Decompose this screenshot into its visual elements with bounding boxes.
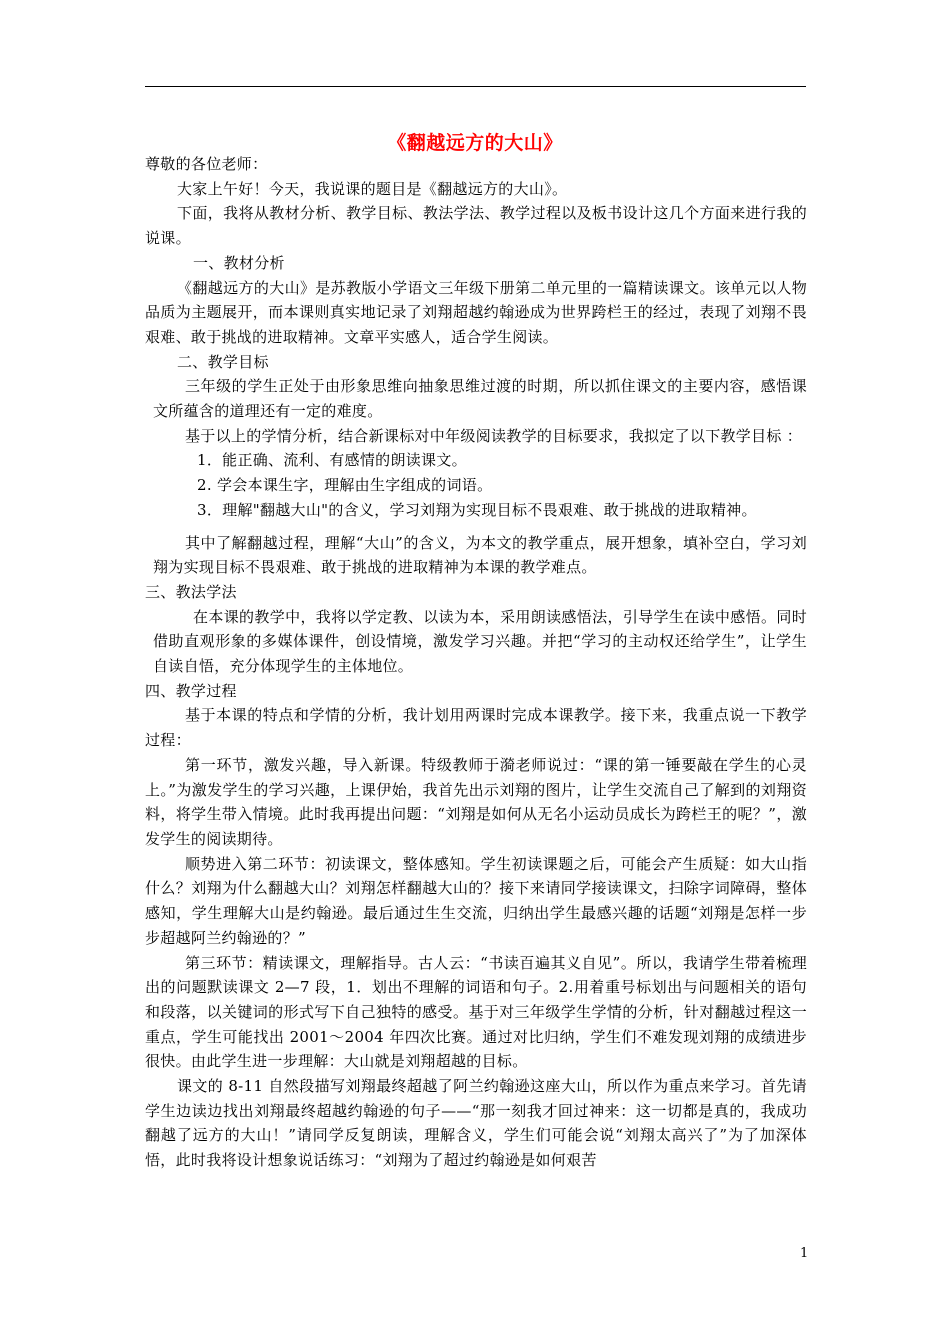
section-4-paragraph-5: 课文的 8-11 自然段描写刘翔最终超越了阿兰约翰逊这座大山，所以作为重点来学习。首先请学生边读边找出刘翔最终超越约翰逊的句子——“那一刻我才回过神来：这一切都是真的，我成功翻越了远方的大山！”请同学反复朗读，理解含义，学生们可能会说“刘翔太高兴了”为了加深体悟，此时我将设计想象说话练习：“刘翔为了超过约翰逊是如何艰苦 <box>145 1077 807 1170</box>
section-1-paragraph: 《翻越远方的大山》是苏教版小学语文三年级下册第二单元里的一篇精读课文。该单元以人物品质为主题展开，而本课则真实地记录了刘翔超越约翰逊成为世界跨栏王的经过，表现了刘翔不畏艰难、敢于挑战的进取精神。文章平实感人，适合学生阅读。 <box>145 278 807 346</box>
section-2-paragraph-2: 基于以上的学情分析，结合新课标对中年级阅读教学的目标要求，我拟定了以下教学目标 ： <box>185 426 803 445</box>
section-2-paragraph-3: 其中了解翻越过程，理解“大山”的含义，为本文的教学重点，展开想象，填补空白，学习刘翔为实现目标不畏艰难、敢于挑战的进取精神为本课的教学难点。 <box>153 533 807 577</box>
page-number: 1 <box>800 1246 809 1261</box>
intro-paragraph-1: 大家上午好！今天，我说课的题目是《翻越远方的大山》。 <box>177 179 568 198</box>
section-2-heading: 二、教学目标 <box>177 352 269 371</box>
goal-item-3: 3．理解"翻越大山"的含义，学习刘翔为实现目标不畏艰难、敢于挑战的进取精神。 <box>197 500 757 519</box>
salutation: 尊敬的各位老师： <box>145 155 268 173</box>
section-2-body <box>145 374 807 580</box>
section-2-paragraph-1: 三年级的学生正处于由形象思维向抽象思维过渡的时期，所以抓住课文的主要内容，感悟课文所蕴含的道理还有一定的难度。 <box>153 377 807 421</box>
header-rule <box>145 86 806 87</box>
goal-item-1: 1．能正确、流利、有感情的朗读课文。 <box>197 451 467 470</box>
goal-item-2: 2. 学会本课生字，理解由生字组成的词语。 <box>197 476 493 495</box>
section-4-heading: 四、教学过程 <box>145 681 237 700</box>
section-1-heading: 一、教材分析 <box>193 253 285 272</box>
section-3-body <box>145 605 807 679</box>
section-4-paragraph-3: 顺势进入第二环节：初读课文，整体感知。学生初读课题之后，可能会产生质疑：如大山指什么？刘翔为什么翻越大山？刘翔怎样翻越大山的？接下来请同学接读课文，扫除字词障碍，整体感知，学生理解大山是约翰逊。最后通过生生交流，归纳出学生最感兴趣的话题“刘翔是怎样一步步超越阿兰约翰逊的？” <box>145 854 807 947</box>
section-4-paragraph-2: 第一环节，激发兴趣，导入新课。特级教师于漪老师说过：“课的第一锤要敲在学生的心灵上。”为激发学生的学习兴趣，上课伊始，我首先出示刘翔的图片，让学生交流自己了解到的刘翔资料，将学生带入情境。此时我再提出问题：“刘翔是如何从无名小运动员成长为跨栏王的呢？”，激发学生的阅读期待。 <box>145 755 807 848</box>
section-3-heading: 三、教法学法 <box>145 582 237 601</box>
section-4-paragraph-4: 第三环节：精读课文，理解指导。古人云：“书读百遍其义自见”。所以，我请学生带着梳理出的问题默读课文 2—7 段，1．划出不理解的词语和句子。2.用着重号标划出与问题相关的语句和段落，以关键词的形式写下自己独特的感受。基于对三年级学生学情的分析，针对翻越过程这一重点，学生可能找出 2001～2004 年四次比赛。通过对比归纳，学生们不难发现刘翔的成绩进步很快。由此学生进一步理解：大山就是刘翔超越的目标。 <box>145 953 807 1071</box>
document-title: 《翻越远方的大山》 <box>387 132 563 154</box>
section-3-paragraph: 在本课的教学中，我将以学定教、以读为本，采用朗读感悟法，引导学生在读中感悟。同时借助直观形象的多媒体课件，创设情境，激发学习兴趣。并把“学习的主动权还给学生”，让学生自读自悟，充分体现学生的主体地位。 <box>153 607 807 676</box>
document-body <box>145 152 807 1173</box>
section-4-paragraph-1: 基于本课的特点和学情的分析，我计划用两课时完成本课教学。接下来，我重点说一下教学过程： <box>145 706 807 750</box>
intro-paragraph-2: 下面，我将从教材分析、教学目标、教法学法、教学过程以及板书设计这几个方面来进行我的说课。 <box>145 204 807 248</box>
